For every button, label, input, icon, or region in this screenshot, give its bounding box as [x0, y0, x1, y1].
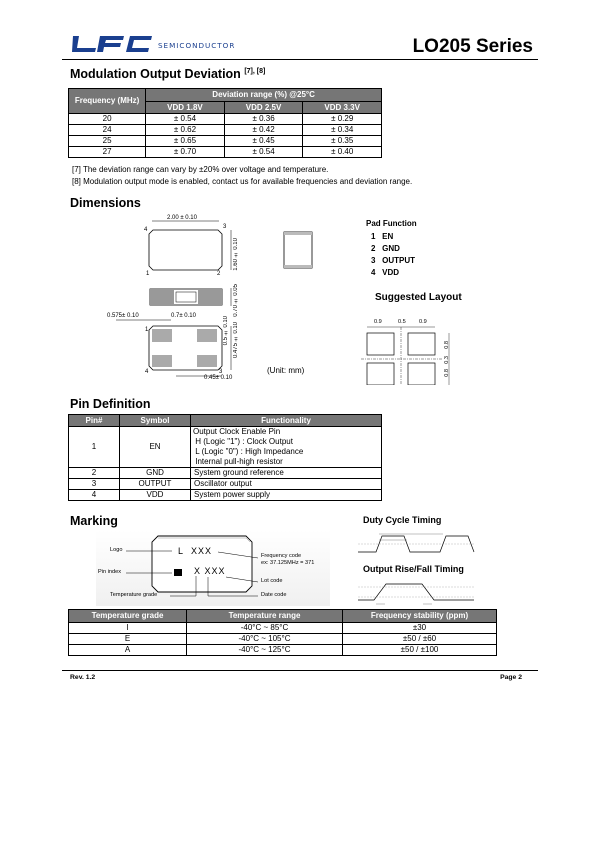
rise-fall-waveform	[356, 578, 476, 606]
dimensions-section-title: Dimensions	[70, 196, 141, 210]
table-cell: Oscillator output	[191, 479, 382, 490]
lfc-logo-icon	[72, 34, 154, 54]
table-cell: ±50 / ±60	[343, 634, 497, 645]
modulation-section-title: Modulation Output Deviation [7], [8]	[70, 67, 266, 81]
table-cell: GND	[120, 468, 191, 479]
table-cell: 4	[69, 490, 120, 501]
table-cell: 27	[69, 147, 146, 158]
table-row	[69, 645, 497, 656]
dim-pad-bottom-label: 0.45± 0.10	[204, 375, 233, 381]
layout-dim: 0.5	[398, 319, 406, 325]
table-cell: EN	[120, 427, 191, 468]
col-temp-range-header: Temperature range	[187, 610, 343, 623]
series-title: LO205 Series	[412, 36, 533, 57]
table-cell: 24	[69, 125, 146, 136]
table-cell: ± 0.29	[303, 114, 382, 125]
rise-fall-title: Output Rise/Fall Timing	[363, 564, 464, 574]
table-cell: System power supply	[191, 490, 382, 501]
table-cell: System ground reference	[191, 468, 382, 479]
pad-function-item: 1 EN	[371, 232, 394, 241]
col-vdd25-header: VDD 2.5V	[224, 102, 303, 114]
dim-width-label: 2.00 ± 0.10	[167, 215, 197, 221]
note-8: [8] Modulation output mode is enabled, contact us for available frequencies and deviation range.	[72, 177, 413, 186]
table-cell: -40°C ~ 105°C	[187, 634, 343, 645]
pad-function-item: 2 GND	[371, 244, 400, 253]
layout-dim: 0.3	[444, 356, 450, 364]
table-cell: 3	[69, 479, 120, 490]
table-row	[69, 490, 382, 501]
layout-dim: 0.9	[419, 319, 427, 325]
table-cell: -40°C ~ 125°C	[187, 645, 343, 656]
table-cell: 2	[69, 468, 120, 479]
pin-definition-table	[68, 414, 382, 501]
layout-dim: 0.9	[374, 319, 382, 325]
col-stability-header: Frequency stability (ppm)	[343, 610, 497, 623]
dim-pad-h2-label: 0.475 ± 0.10	[233, 322, 239, 359]
marking-section-title: Marking	[70, 514, 118, 528]
header-divider	[62, 59, 538, 60]
table-row	[69, 479, 382, 490]
table-cell: ± 0.54	[224, 147, 303, 158]
pad-function-item: 3 OUTPUT	[371, 256, 416, 265]
dim-pad-mid-label: 0.7± 0.10	[171, 313, 196, 319]
table-cell: VDD	[120, 490, 191, 501]
table-cell: 20	[69, 114, 146, 125]
table-row	[69, 623, 497, 634]
bottom-pin-num-1: 1	[145, 327, 149, 333]
dim-pad-left-label: 0.575± 0.10	[107, 313, 139, 319]
duty-cycle-title: Duty Cycle Timing	[363, 515, 442, 525]
table-row	[69, 114, 382, 125]
frequency-code-example: ex: 37.125MHz = 371	[261, 560, 315, 566]
table-cell: A	[69, 645, 187, 656]
modulation-table	[68, 88, 382, 158]
table-cell: 25	[69, 136, 146, 147]
pin-index-callout: Pin index	[98, 569, 122, 575]
page-number: Page 2	[500, 674, 522, 681]
table-cell: ± 0.45	[224, 136, 303, 147]
pin-num-1: 1	[146, 271, 150, 277]
layout-dim: 0.8	[444, 341, 450, 349]
col-temp-grade-header: Temperature grade	[69, 610, 187, 623]
dim-thickness-label: 0.70 ± 0.05	[233, 284, 239, 317]
table-cell: -40°C ~ 85°C	[187, 623, 343, 634]
table-cell: ±30	[343, 623, 497, 634]
table-row	[69, 147, 382, 158]
table-cell: ± 0.42	[224, 125, 303, 136]
table-cell: ± 0.35	[303, 136, 382, 147]
dim-pad-h1-label: 0.5 ± 0.10	[223, 316, 229, 346]
table-cell: I	[69, 623, 187, 634]
company-logo	[72, 34, 262, 56]
pin-num-2: 2	[217, 271, 221, 277]
footer-divider	[62, 670, 538, 671]
col-symbol-header: Symbol	[120, 415, 191, 427]
col-pin-header: Pin#	[69, 415, 120, 427]
dim-height-label: 1.60 ± 0.10	[233, 238, 239, 271]
bottom-pin-num-3: 3	[219, 369, 223, 375]
layout-dim: 0.8	[444, 369, 450, 377]
table-cell: ± 0.40	[303, 147, 382, 158]
table-row	[69, 634, 497, 645]
pin-num-3: 3	[223, 224, 227, 230]
duty-cycle-waveform	[356, 528, 476, 556]
pad-function-list	[371, 231, 415, 279]
col-frequency-header: Frequency (MHz)	[69, 89, 146, 114]
pad-function-item: 4 VDD	[371, 268, 400, 277]
table-cell: ± 0.34	[303, 125, 382, 136]
pin-definition-section-title: Pin Definition	[70, 397, 151, 411]
suggested-layout-title: Suggested Layout	[375, 292, 462, 303]
table-cell: ± 0.62	[146, 125, 225, 136]
dimensions-drawing	[101, 208, 321, 384]
table-cell: 1	[69, 427, 120, 468]
marking-line-1: L XXX	[178, 546, 213, 556]
table-cell: ± 0.36	[224, 114, 303, 125]
marking-drawing	[96, 530, 330, 606]
unit-label: (Unit: mm)	[267, 366, 305, 375]
table-cell: E	[69, 634, 187, 645]
frequency-code-callout: Frequency code	[261, 553, 302, 559]
bottom-pin-num-4: 4	[145, 369, 149, 375]
date-code-callout: Date code	[261, 592, 287, 598]
temperature-grade-callout: Temperature grade	[110, 592, 158, 598]
table-row	[69, 136, 382, 147]
table-cell: Output Clock Enable Pin H (Logic "1") : Clock Output L (Logic "0") : High Impedance Internal pull-high resistor	[191, 427, 382, 468]
lot-code-callout: Lot code	[261, 578, 283, 584]
suggested-layout-drawing	[359, 313, 459, 385]
table-cell: ± 0.54	[146, 114, 225, 125]
note-7: [7] The deviation range can vary by ±20% over voltage and temperature.	[72, 165, 329, 174]
pad-function-title: Pad Function	[366, 219, 417, 228]
table-cell: ±50 / ±100	[343, 645, 497, 656]
logo-text: SEMICONDUCTOR	[158, 41, 236, 50]
col-vdd18-header: VDD 1.8V	[146, 102, 225, 114]
col-deviation-header: Deviation range (%) @25°C	[146, 89, 382, 102]
col-functionality-header: Functionality	[191, 415, 382, 427]
logo-callout: Logo	[110, 547, 123, 553]
table-cell: OUTPUT	[120, 479, 191, 490]
table-row	[69, 427, 382, 468]
package-outline-drawing	[101, 208, 321, 384]
pin-num-4: 4	[144, 227, 148, 233]
table-row	[69, 125, 382, 136]
table-row	[69, 468, 382, 479]
marking-line-2: X XXX	[194, 566, 226, 576]
col-vdd33-header: VDD 3.3V	[303, 102, 382, 114]
revision-label: Rev. 1.2	[70, 674, 96, 681]
table-cell: ± 0.65	[146, 136, 225, 147]
temperature-table	[68, 609, 497, 656]
table-cell: ± 0.70	[146, 147, 225, 158]
